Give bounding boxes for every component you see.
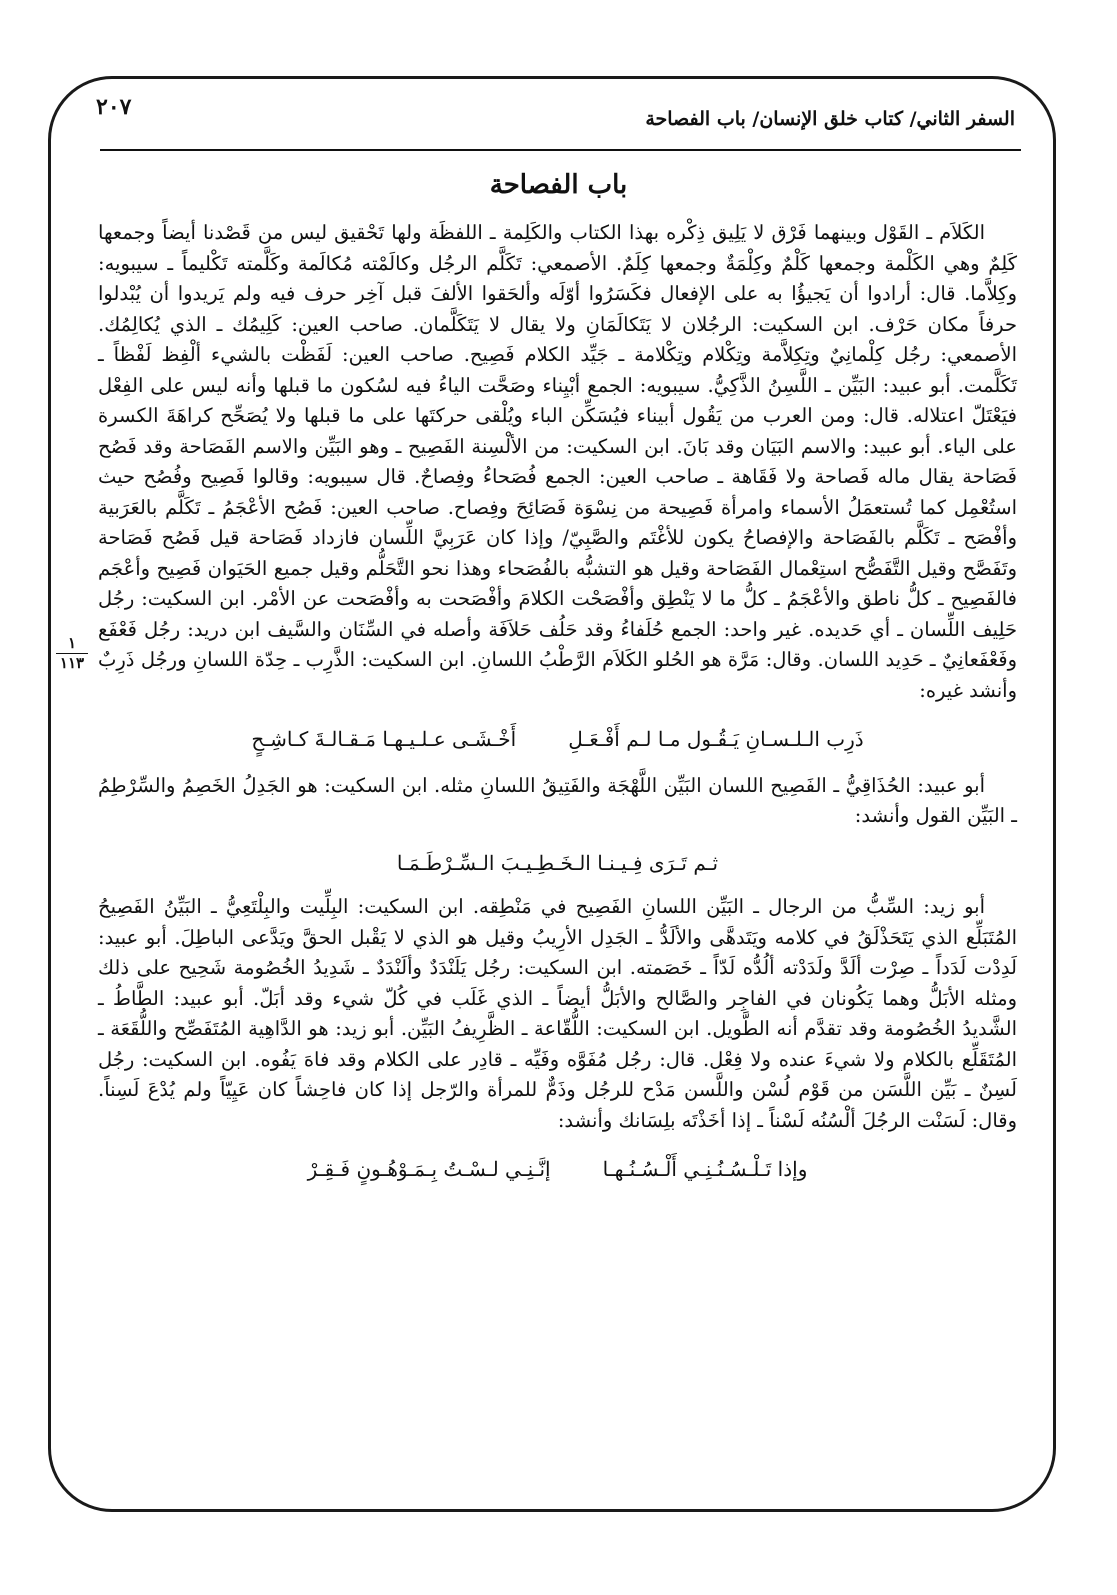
verse-2: ثـم تَـرَى فِـيـنـا الـخَـطِـيـبَ الـسِّـرْطَـمَـا bbox=[396, 850, 719, 875]
header-rule bbox=[100, 149, 1021, 151]
running-header bbox=[96, 94, 1015, 134]
verse-3-right-hemistich: وإذا تَـلْـسُـنُـنِـي أَلْـسُـنُـهـا bbox=[602, 1157, 808, 1181]
chapter-title: باب الفصاحة bbox=[489, 170, 628, 200]
verse-1 bbox=[98, 724, 1017, 755]
header-title: السفر الثاني/ كتاب خلق الإنسان/ باب الفصاحة bbox=[645, 108, 1015, 130]
margin-note-bottom: ١١٣ bbox=[59, 654, 85, 672]
paragraph-2: أبو عبيد: الحُذَاقِيُّ ـ الفَصِيح اللسان البَيِّن اللَّهْجَة والفَتِيقُ اللسانِ مثله. ابن السكيت: هو الجَدِلُ الخَصِمُ والسِّرْطِمُ ـ البَيِّن القول وأنشد: bbox=[98, 773, 1017, 827]
page-number: ٢٠٧ bbox=[96, 94, 132, 120]
verse-1-right-hemistich: ذَرِب الـلـسـانِ يَـقُـول مـا لـم أَفْـعَـلِ bbox=[568, 727, 864, 751]
margin-note-top: ١ bbox=[67, 634, 77, 652]
verse-3 bbox=[98, 1154, 1017, 1185]
verse-3-left-hemistich: إنَّـنِـي لـسْـتُ بِـمَـوْهُـونٍ فَـقِـرْ bbox=[307, 1157, 551, 1181]
body-text bbox=[98, 218, 1017, 1201]
margin-note bbox=[52, 635, 92, 672]
verse-1-left-hemistich: أَخْـشَـى عـلـيـهـا مَـقـالـةَ كـاشِـحٍ bbox=[251, 727, 517, 751]
paragraph-3: أبو زيد: السِّبُّ من الرجال ـ البَيِّن اللسانِ الفَصِيح في مَنْطِقه. ابن السكيت: البِلِّيت والبِلْتَعِيُّ ـ البَيِّنُ الفَصِيحُ المُتَبَلِّع الذي يَتَحَذْلَقُ في كلامه ويَتَدهَّى والألَدُّ ـ الجَدِل الأرِيبُ وقيل هو الذي لا يَقْبل الحقَّ ويَدَّعى الباطِلَ. أبو عبيد: لَدِدْت لَدَداً ـ صِرْت ألَدَّ ولَدَدْته ألُدُّه لَدّاً ـ خَصَمته. ابن السكيت: رجُل يَلَنْدَدٌ وألَنْدَدٌ ـ شَدِيدُ الخُصُومة شَحِيح على ذلك ومثله الأبَلُّ وهما يَكُونان في الفاجِر والصَّالح والأبَلُّ أيضاً ـ الذي غَلَب في كُلّ شيء وقد أبَلّ. أبو عبيد: الطَّاطُ ـ الشَّديدُ الخُصُومة وقد تقدَّم أنه الطَّويل. ابن السكيت: اللُّقّاعة ـ الظَّرِيفُ البَيِّن. أبو زيد: هو الدَّاهِية المُتَفَصِّح واللُّقَعَة ـ المُتَقَلِّع بالكلام ولا شيءَ عنده ولا فِعْل. قال: رجُل مُفَوَّه وفَيِّه ـ قادِر على الكلام وقد فاهَ يَفُوه. ابن السكيت: رجُل لَسِنٌ ـ بَيِّن اللَّسَن من قَوْم لُسْن واللَّسن مَدْح للرجُل وذَمٌّ للمرأة والرّجل إذا كان فاحِشاً كان عَيِيّاً ولم يُدْعَ لَسِناً. وقال: لَسَنْت الرجُلَ ألْسُنُه لَسْناً ـ إذا أخَذْتَه بلِسَانك وأنشد: bbox=[98, 895, 1017, 1132]
paragraph-1: الكَلاَم ـ القَوْل وبينهما فَرْق لا يَلِيق ذِكْره بهذا الكتاب والكَلِمة ـ اللفظَة ولها تَحْقيق ليس من قَصْدنا أيضاً وجمعها كَلِمٌ وهي الكَلْمة وجمعها كَلْمٌ وكِلْمَةٌ وجمعها كِلَمٌ. الأصمعي: تَكَلَّم الرجُل وكالَمْته مُكالَمة وكَلَّمته تَكْليماً ـ سيبويه: وكِلاَّما. قال: أرادوا أن يَجيؤُا به على الإفعال فكَسَرُوا أوّلَه وألحَقوا الألفَ قبل آخِر حرف فيه ولم يَريدوا أن يُبْدلوا حرفاً مكان حَرْف. ابن السكيت: الرجُلان لا يَتَكالَمَانِ ولا يقال لا يَتَكَلَّمان. صاحب العين: كَلِيمُك ـ الذي يُكالِمُك. الأصمعي: رجُل كِلْمانِيٌ وتِكِلاَّمة وتِكْلام وتِكْلامة ـ جَيِّد الكلام فَصِيح. صاحب العين: لَفَظْت بالشيء ألْفِظ لَفْظاً ـ تَكَلَّمت. أبو عبيد: البَيِّن ـ اللَّسِنُ الذَّكِيُّ. سيبويه: الجمع أبْيِناء وصَحَّت الياءُ فيه لسُكون ما قبلها وأنه ليس على الفِعْل فيَعْتَلّ اعتلاله. قال: ومن العرب من يَقُول أبيناء فيُسَكِّن الباء ويُلْقى حركتَها على ما قبلها ولا يُصَحِّح كراهَةَ الكسرة على الياء. أبو عبيد: والاسم البَيَان وقد بَانَ. ابن السكيت: من الألْسِنة الفَصِيح ـ وهو البَيِّن والاسم الفَصَاحة وقد فَصُح فَصَاحة يقال ماله فَصاحة ولا فَقَاهة ـ صاحب العين: الجمع فُصَحاءُ وفِصاحٌ. قال سيبويه: وقالوا فَصِيح وفُصُح حيث استُعْمِل كما تُستعمَلُ الأسماء وامرأة فَصِيحة من نِسْوَة فَصَائِحَ وفِصاح. صاحب العين: فَصُح الأعْجَمُ ـ تَكَلَّم بالعَرَبية وأفْصَح ـ تَكَلَّم بالفَصَاحة والإفصاحُ يكون للأغْتَم والصَّبِيّ/ وإذا كان عَرَبِيَّ اللِّسان فازداد فَصَاحة قيل فَصُح فَصَاحة وتَفَصَّح وقيل التَّفَصُّح استِعْمال الفَصَاحة وقيل هو التشبُّه بالفُصَحاء وهذا نحو التَّحَلُّم وقيل جميع الحَيَوان فَصِيح وأعْجَم فالفَصِيح ـ كلُّ ناطق والأعْجَمُ ـ كلُّ ما لا يَنْطِق وأفْصَحْت الكلامَ وأفْصَحت به وأفْصَحت عن الأمْر. ابن السكيت: رجُل حَلِيف اللِّسان ـ أي حَديده. غير واحد: الجمع حُلَفاءُ وقد حَلُف حَلاَفَة وأصله في السِّنَان والسَّيف ابن دريد: رجُل فَعْفَع وفَعْفَعانِيٌ ـ حَدِيد اللسان. وقال: مَرَّة هو الحُلو الكَلاَم الرَّطْبُ اللسانِ. ابن السكيت: الذَّرِب ـ حِدّة اللسانِ ورجُل ذَرِبٌ وأنشد غيره: bbox=[98, 221, 1017, 702]
